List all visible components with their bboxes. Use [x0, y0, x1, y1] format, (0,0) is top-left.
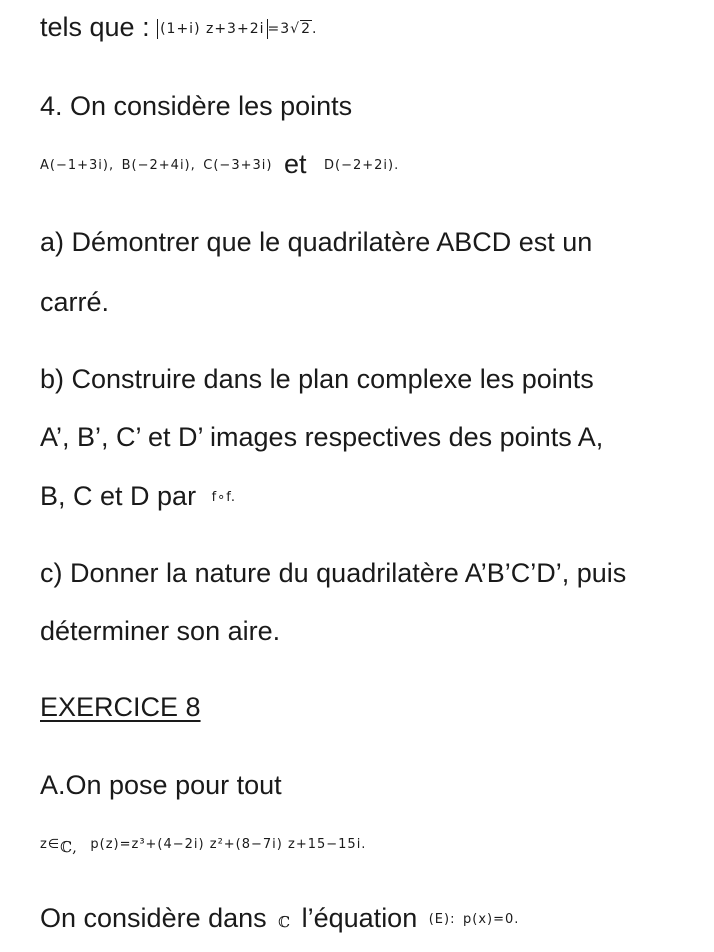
question-4-title: 4. On considère les points: [40, 91, 353, 121]
complex-set-symbol: ℂ,: [60, 838, 77, 856]
complex-set-symbol-2: ℂ: [278, 913, 291, 931]
period: .: [311, 20, 318, 37]
modulus-expression: (1+i) z+3+2i: [157, 19, 267, 39]
text-on-considere: On considère dans: [40, 903, 267, 933]
polynomial-definition: [40, 826, 366, 864]
points-line: [40, 147, 399, 183]
text-equation: l’équation: [301, 903, 418, 933]
question-a-line1: a) Démontrer que le quadrilatère ABCD est un: [40, 227, 593, 257]
equation-line: [40, 10, 317, 46]
question-c-line2: déterminer son aire.: [40, 616, 281, 646]
part-a-line1: A.On pose pour tout: [40, 770, 282, 800]
point-c: C(−3+3i): [203, 157, 273, 173]
exercise-heading: EXERCICE 8: [40, 692, 201, 722]
question-b-line1: b) Construire dans le plan complexe les points: [40, 364, 594, 394]
equation-label: (E):: [428, 911, 456, 927]
point-d: D(−2+2i).: [324, 157, 400, 173]
sqrt-argument: 2: [301, 21, 311, 38]
polynomial-expression: p(z)=z³+(4−2i) z²+(8−7i) z+15−15i.: [90, 836, 367, 852]
sqrt-symbol: √: [290, 20, 301, 37]
question-b-text: B, C et D par: [40, 481, 197, 511]
et-word: et: [283, 149, 307, 179]
equation-expression: p(x)=0.: [463, 911, 520, 927]
point-a: A(−1+3i),: [40, 157, 115, 173]
question-b-line3: [40, 479, 236, 515]
text-tels-que: tels que :: [40, 12, 158, 42]
question-c-line1: c) Donner la nature du quadrilatère A’B’C’D’, puis: [40, 558, 627, 588]
z-in: z∈: [40, 836, 61, 852]
point-b: B(−2+4i),: [121, 157, 196, 173]
f-compose-f: f∘f.: [211, 489, 237, 505]
question-b-line2: A’, B’, C’ et D’ images respectives des points A,: [40, 422, 604, 452]
equation-statement: [40, 901, 519, 939]
question-a-line2: carré.: [40, 287, 110, 317]
equals-three: =3: [267, 20, 291, 37]
